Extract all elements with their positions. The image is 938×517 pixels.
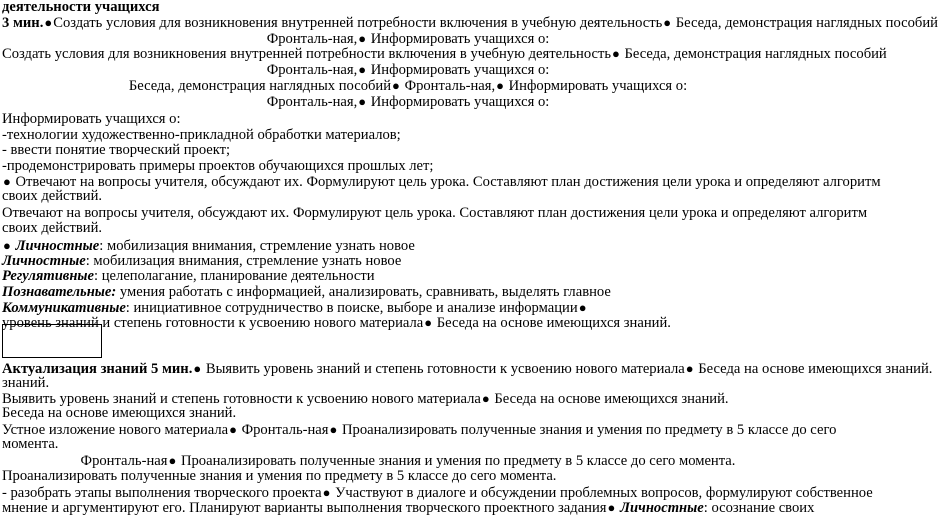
bullet-icon: ● bbox=[481, 391, 490, 406]
oral-text: Устное изложение нового материала bbox=[2, 422, 229, 438]
stage1-form: Фронталь-ная, bbox=[266, 31, 358, 47]
cell-teacher: Информировать учащихся о: bbox=[370, 62, 550, 78]
personal-label: Личностные bbox=[15, 238, 100, 254]
stage2-method-2: Беседа на основе имеющихся знаний. bbox=[494, 391, 729, 407]
stage1-teacher: Информировать учащихся о: bbox=[370, 31, 550, 47]
stage1-time: 3 мин. bbox=[2, 15, 44, 31]
teacher-item-3: -продемонстрировать примеры проектов обучающихся прошлых лет; bbox=[2, 158, 434, 174]
cell-method: Беседа, демонстрация наглядных пособий bbox=[624, 46, 887, 62]
stage1-row-line1 bbox=[2, 15, 938, 32]
bullet-icon: ● bbox=[44, 15, 53, 30]
cell-method-line1 bbox=[2, 78, 814, 95]
method-form: Фронталь-ная, bbox=[404, 78, 496, 94]
method-text: Беседа, демонстрация наглядных пособий bbox=[128, 78, 392, 94]
bullet-icon: ● bbox=[168, 453, 177, 468]
bullet-icon: ● bbox=[193, 361, 202, 376]
method-teacher: Информировать учащихся о: bbox=[508, 78, 688, 94]
cell-form-line bbox=[2, 94, 814, 111]
bullet-icon: ● bbox=[3, 174, 11, 189]
teacher-item-1: -технологии художественно-прикладной обработки материалов; bbox=[2, 127, 401, 143]
cognitive-text: умения работать с информацией, анализировать, сравнивать, выделять главное bbox=[116, 284, 611, 300]
opinion-text: мнение и аргументируют его. Планируют варианты выполнения творческого проектного задания bbox=[2, 500, 607, 516]
cognitive-label: Познавательные: bbox=[2, 284, 117, 300]
participate-text: Участвуют в диалоге и обсуждении проблемных вопросов, формулируют собственное bbox=[335, 485, 873, 501]
personal-text-2: : мобилизация внимания, стремление узнать новое bbox=[85, 253, 402, 269]
uud-regulatory bbox=[2, 269, 812, 285]
regulatory-text: : целеполагание, планирование деятельности bbox=[94, 268, 375, 284]
bullet-icon: ● bbox=[663, 15, 672, 30]
cell-task-line2 bbox=[2, 62, 814, 79]
oral-form: Фронталь-ная bbox=[241, 422, 329, 438]
bullet-icon: ● bbox=[358, 62, 367, 77]
stage2-personal-label: Личностные bbox=[620, 500, 704, 516]
cell-task-line1 bbox=[2, 46, 887, 63]
bullet-icon: ● bbox=[229, 422, 237, 437]
student-repeat-line2: своих действий. bbox=[2, 220, 103, 236]
stage2-analyze-line: Проанализировать полученные знания и умения по предмету в 5 классе до сего момента. bbox=[2, 468, 557, 484]
form2-text: Фронталь-ная bbox=[80, 453, 168, 469]
student-text: Отвечают на вопросы учителя, обсуждают их. Формулируют цель урока. Составляют план достижения цели урока и определяют алгоритм bbox=[15, 174, 881, 190]
oral-analyze: Проанализировать полученные знания и умения по предмету в 5 классе до сего bbox=[342, 422, 837, 438]
regulatory-label: Регулятивные bbox=[2, 268, 95, 284]
student-line2: своих действий. bbox=[2, 188, 103, 204]
title-tail: деятельности учащихся bbox=[2, 0, 160, 15]
task-tail-method: Беседа на основе имеющихся знаний. bbox=[436, 315, 671, 331]
cell-task: Создать условия для возникновения внутренней потребности включения в учебную деятельность bbox=[2, 46, 612, 62]
bullet-icon: ● bbox=[424, 315, 433, 330]
form-teacher: Информировать учащихся о: bbox=[370, 94, 550, 110]
task-tail-text: уровень знаний и степень готовности к усвоению нового материала bbox=[2, 315, 424, 331]
stages-task: - разобрать этапы выполнения творческого проекта bbox=[2, 485, 322, 501]
form-text: Фронталь-ная, bbox=[266, 94, 358, 110]
stage2-title: Актуализация знаний 5 мин. bbox=[2, 361, 193, 377]
communicative-text: : инициативное сотрудничество в поиске, выборе и анализе информации bbox=[125, 300, 578, 316]
bullet-icon: ● bbox=[496, 78, 504, 93]
form2-analyze: Проанализировать полученные знания и умения по предмету в 5 классе до сего момента. bbox=[180, 453, 736, 469]
bullet-icon: ● bbox=[358, 31, 367, 46]
bullet-icon: ● bbox=[392, 78, 400, 93]
stage1-task: Создать условия для возникновения внутренней потребности включения в учебную деятельность bbox=[53, 15, 663, 31]
student-repeat-line1: Отвечают на вопросы учителя, обсуждают их. Формулируют цель урока. Составляют план достижения цели урока и определяют алгоритм bbox=[2, 205, 868, 221]
communicative-label: Коммуникативные bbox=[2, 300, 126, 316]
bullet-icon: ● bbox=[329, 422, 338, 437]
teacher-item-2: - ввести понятие творческий проект; bbox=[2, 142, 231, 158]
stage2-task-tail bbox=[2, 315, 812, 332]
teacher-intro: Информировать учащихся о: bbox=[2, 111, 181, 127]
bullet-icon: ● bbox=[685, 361, 694, 376]
uud-cognitive bbox=[2, 285, 812, 301]
bullet-icon: ● bbox=[358, 94, 367, 109]
stage2-method-line: Беседа на основе имеющихся знаний. bbox=[2, 405, 237, 421]
cell-form: Фронталь-ная, bbox=[266, 62, 358, 78]
stage2-moment-word: момента. bbox=[2, 436, 59, 452]
stage2-task-2: Выявить уровень знаний и степень готовности к усвоению нового материала bbox=[2, 391, 481, 407]
stage1-method: Беседа, демонстрация наглядных пособий bbox=[675, 15, 938, 31]
bullet-icon: ● bbox=[578, 300, 587, 315]
personal-label-2: Личностные bbox=[2, 253, 86, 269]
stage2-task: Выявить уровень знаний и степень готовности к усвоению нового материала bbox=[205, 361, 685, 377]
stage2-personal-text: : осознание своих bbox=[703, 500, 815, 516]
image-placeholder-box bbox=[2, 324, 102, 358]
stage2-opinion-line bbox=[2, 500, 815, 517]
bullet-icon: ● bbox=[607, 500, 616, 515]
bullet-icon: ● bbox=[612, 46, 620, 61]
stage2-method: Беседа на основе имеющихся знаний. bbox=[698, 361, 933, 377]
bullet-icon: ● bbox=[3, 238, 11, 253]
stage2-knowledge-word: знаний. bbox=[2, 375, 50, 391]
personal-text: : мобилизация внимания, стремление узнать новое bbox=[99, 238, 415, 254]
bullet-icon: ● bbox=[322, 485, 331, 500]
